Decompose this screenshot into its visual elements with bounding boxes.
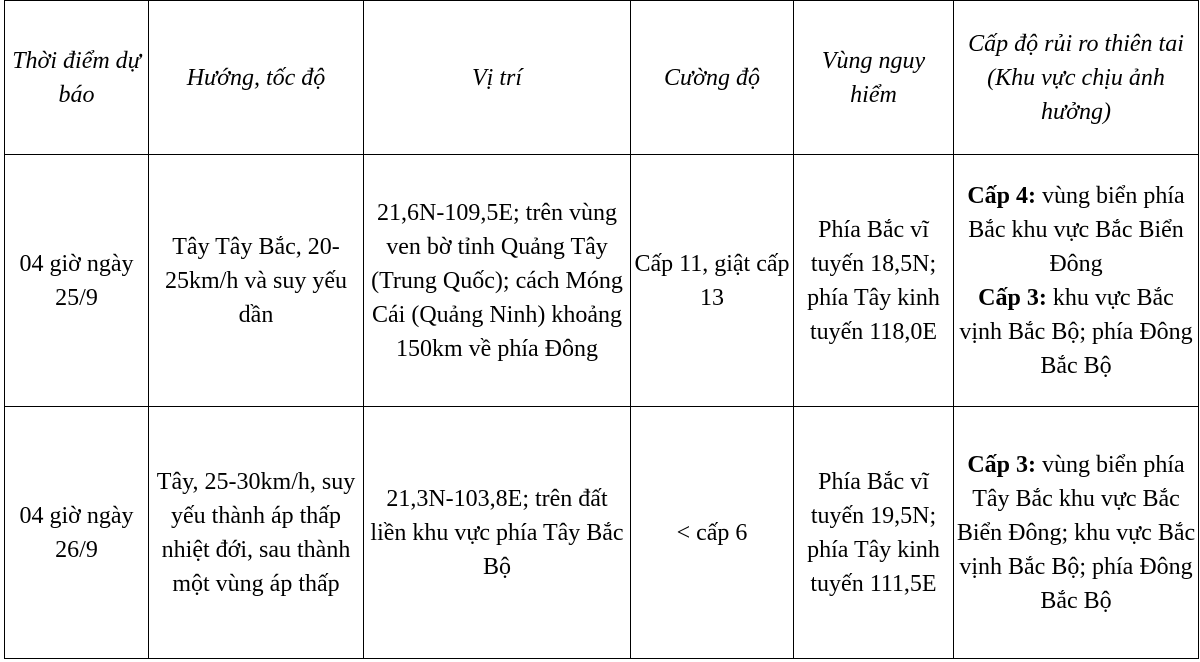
header-forecast-time: Thời điểm dự báo [5,1,149,155]
risk-level-label: Cấp 3: [978,284,1047,311]
risk-area-text: khu vực Bắc vịnh Bắc Bộ; phía Đông Bắc Bộ [959,284,1193,379]
risk-area-text: vùng biển phía Bắc khu vực Bắc Biển Đông [968,182,1185,277]
header-danger-zone: Vùng nguy hiểm [794,1,954,155]
header-position: Vị trí [364,1,631,155]
cell-forecast-time: 04 giờ ngày 25/9 [5,155,149,407]
risk-entry [956,281,1196,383]
cell-intensity: Cấp 11, giật cấp 13 [631,155,794,407]
cell-position: 21,6N-109,5E; trên vùng ven bờ tỉnh Quảng Tây (Trung Quốc); cách Móng Cái (Quảng Ninh) khoảng 150km về phía Đông [364,155,631,407]
header-risk-level: Cấp độ rủi ro thiên tai (Khu vực chịu ảnh hưởng) [954,1,1199,155]
risk-entry [956,448,1196,618]
cell-danger-zone: Phía Bắc vĩ tuyến 18,5N; phía Tây kinh tuyến 118,0E [794,155,954,407]
cell-intensity: < cấp 6 [631,407,794,659]
risk-entry [956,179,1196,281]
cell-forecast-time: 04 giờ ngày 26/9 [5,407,149,659]
cell-risk-level [954,407,1199,659]
header-intensity: Cường độ [631,1,794,155]
risk-level-label: Cấp 3: [967,451,1037,478]
cell-direction-speed: Tây Tây Bắc, 20-25km/h và suy yếu dần [149,155,364,407]
risk-area-text: vùng biển phía Tây Bắc khu vực Bắc Biển Đông; khu vực Bắc vịnh Bắc Bộ; phía Đông Bắc Bộ [956,451,1196,614]
header-row [5,1,1199,155]
cell-direction-speed: Tây, 25-30km/h, suy yếu thành áp thấp nhiệt đới, sau thành một vùng áp thấp [149,407,364,659]
table-row [5,155,1199,407]
table-row [5,407,1199,659]
header-direction-speed: Hướng, tốc độ [149,1,364,155]
cell-risk-level [954,155,1199,407]
storm-forecast-table [4,0,1199,659]
cell-danger-zone: Phía Bắc vĩ tuyến 19,5N; phía Tây kinh tuyến 111,5E [794,407,954,659]
risk-level-label: Cấp 4: [967,182,1037,209]
cell-position: 21,3N-103,8E; trên đất liền khu vực phía Tây Bắc Bộ [364,407,631,659]
